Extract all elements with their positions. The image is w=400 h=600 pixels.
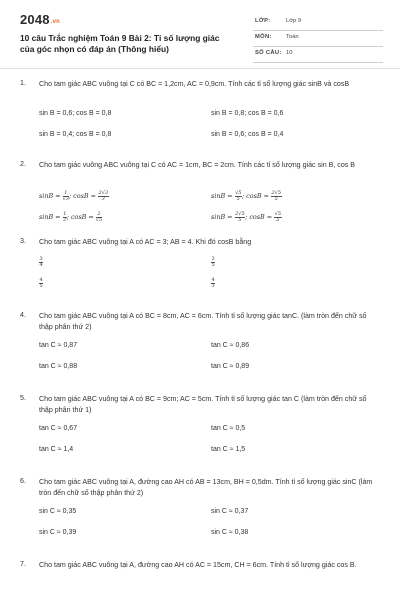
question-text: Cho tam giác ABC vuông tại A có BC = 8cm, AC = 6cm. Tính tỉ số lượng giác tanC. (làm tròn đến chữ số thập phân thứ 2)	[39, 312, 367, 332]
answer-option[interactable]: tan C ≈ 0,5	[211, 425, 246, 432]
meta-key: MÔN:	[255, 34, 272, 40]
math-text: ; cosB =	[68, 192, 96, 200]
answer-option[interactable]: sin C ≈ 0,37	[211, 508, 249, 515]
question	[0, 560, 400, 584]
meta-key: LỚP:	[255, 18, 271, 24]
answer-option[interactable]	[211, 212, 282, 223]
numerator: 1	[63, 211, 67, 217]
answer-option[interactable]	[211, 257, 215, 268]
answer-options	[39, 508, 379, 550]
meta-value: Toán	[286, 34, 299, 40]
fraction	[274, 212, 281, 223]
fraction	[98, 191, 109, 202]
math-text: sinB =	[39, 213, 61, 221]
option-row	[39, 425, 379, 446]
numerator: √5	[274, 211, 282, 217]
option-row	[39, 191, 379, 212]
denominator: 5	[238, 217, 242, 223]
numerator: 3	[39, 256, 43, 262]
question	[0, 237, 400, 301]
question-number: 4.	[20, 311, 26, 319]
answer-option[interactable]: sin C ≈ 0,38	[211, 529, 249, 536]
math-text: sinB =	[211, 192, 233, 200]
fraction	[211, 278, 215, 289]
answer-option[interactable]	[39, 191, 109, 202]
math-text: ; cosB =	[66, 213, 94, 221]
question	[0, 160, 400, 233]
denominator: 5	[274, 196, 278, 202]
denominator: 5	[39, 283, 43, 289]
header-divider	[0, 68, 400, 69]
question-text: Cho tam giác ABC vuông tại A, đường cao AH có AB = 13cm, BH = 0,5dm. Tính tỉ số lượng giác sinC (làm tròn đến chữ số thập phân thứ 2)	[39, 478, 373, 498]
question-text: Cho tam giác vuông ABC vuông tại C có AC = 1cm, BC = 2cm. Tính các tỉ số lượng giác sin B, cos B	[39, 161, 356, 169]
option-row	[39, 131, 379, 152]
answer-option[interactable]: sin C ≈ 0,39	[39, 529, 77, 536]
question	[0, 477, 400, 550]
numerator: 4	[39, 277, 43, 283]
answer-option[interactable]: tan C ≈ 0,86	[211, 342, 250, 349]
question-number: 3.	[20, 237, 26, 245]
numerator: 4	[211, 277, 215, 283]
meta-row-class	[253, 15, 383, 31]
page-title: 10 câu Trắc nghiệm Toán 9 Bài 2: Tỉ số lượng giác của góc nhọn có đáp án (Thông hiểu)	[20, 33, 220, 54]
denominator: 2	[63, 217, 67, 223]
logo-tld: .vn	[50, 19, 61, 25]
answer-option[interactable]	[39, 257, 43, 268]
meta-row-count	[253, 47, 383, 63]
question-number: 6.	[20, 477, 26, 485]
meta-value: 10	[286, 50, 293, 56]
option-row	[39, 278, 379, 299]
denominator: 5	[276, 217, 280, 223]
math-text: sinB =	[211, 213, 233, 221]
numerator: 2√5	[271, 190, 282, 196]
denominator: √5	[95, 217, 103, 223]
option-row	[39, 529, 379, 550]
fraction	[39, 278, 43, 289]
option-row	[39, 110, 379, 131]
numerator: 2√3	[98, 190, 109, 196]
fraction	[235, 191, 242, 202]
answer-option[interactable]	[39, 212, 102, 223]
math-text: ; cosB =	[241, 192, 269, 200]
site-logo[interactable]	[20, 12, 60, 27]
answer-option[interactable]: tan C ≈ 0,67	[39, 425, 78, 432]
question-number: 5.	[20, 394, 26, 402]
numerator: √5	[235, 190, 242, 196]
numerator: 2	[97, 211, 101, 217]
denominator: 4	[39, 262, 43, 268]
meta-row-subject	[253, 31, 383, 47]
answer-option[interactable]: sin B = 0,4; cos B = 0,8	[39, 131, 112, 138]
answer-option[interactable]: tan C ≈ 1,4	[39, 446, 74, 453]
denominator: 5	[211, 262, 215, 268]
answer-option[interactable]: sin C ≈ 0,35	[39, 508, 77, 515]
math-text: sinB =	[39, 192, 61, 200]
answer-options	[39, 191, 379, 233]
answer-option[interactable]: sin B = 0,8; cos B = 0,6	[211, 110, 284, 117]
answer-option[interactable]	[39, 278, 43, 289]
fraction	[271, 191, 282, 202]
answer-options	[39, 257, 379, 301]
meta-value: Lớp 9	[286, 18, 302, 24]
option-row	[39, 446, 379, 467]
fraction	[39, 257, 43, 268]
meta-key: SỐ CÂU:	[255, 50, 282, 56]
fraction	[211, 257, 215, 268]
question	[0, 311, 400, 384]
question-text: Cho tam giác ABC vuông tại C có BC = 1,2cm, AC = 0,9cm. Tính các tỉ số lượng giác sinB và cosB	[39, 80, 350, 88]
numerator: 1	[64, 190, 68, 196]
answer-option[interactable]	[211, 278, 215, 289]
fraction	[96, 212, 102, 223]
option-row	[39, 212, 379, 233]
logo-main: 2048	[20, 12, 50, 27]
fraction	[235, 212, 246, 223]
answer-option[interactable]: tan C ≈ 0,89	[211, 363, 250, 370]
answer-options	[39, 425, 379, 467]
numerator: 3	[211, 256, 215, 262]
question-number: 1.	[20, 79, 26, 87]
question-text: Cho tam giác ABC vuông tại A, đường cao AH có AC = 15cm, CH = 6cm. Tính tỉ số lượng giác cos B.	[39, 561, 357, 569]
option-row	[39, 342, 379, 363]
question-number: 2.	[20, 160, 26, 168]
option-row	[39, 363, 379, 384]
math-text: ; cosB =	[245, 213, 273, 221]
option-row	[39, 257, 379, 278]
denominator: 3	[211, 283, 215, 289]
numerator: 2√5	[235, 211, 245, 217]
question	[0, 394, 400, 467]
page-header	[0, 0, 400, 68]
question-text: Cho tam giác ABC vuông tại A có AC = 3; AB = 4. Khi đó cosB bằng	[39, 238, 252, 246]
denominator: 5	[236, 196, 240, 202]
meta-table	[253, 15, 383, 63]
answer-option[interactable]: sin B = 0,6; cos B = 0,4	[211, 131, 284, 138]
answer-option[interactable]: tan C ≈ 0,87	[39, 342, 78, 349]
question-list	[0, 79, 400, 584]
question-number: 7.	[20, 560, 26, 568]
question-text: Cho tam giác ABC vuông tại A có BC = 9cm; AC = 5cm. Tính tỉ số lượng giác tan C (làm tròn đến chữ số thập phân thứ 1)	[39, 395, 367, 415]
answer-option[interactable]: tan C ≈ 1,5	[211, 446, 246, 453]
answer-option[interactable]: sin B = 0,6; cos B = 0,8	[39, 110, 112, 117]
question	[0, 79, 400, 152]
answer-options	[39, 342, 379, 384]
answer-options	[39, 110, 379, 152]
denominator: 3	[101, 196, 105, 202]
option-row	[39, 508, 379, 529]
answer-option[interactable]	[211, 191, 282, 202]
answer-option[interactable]: tan C ≈ 0,88	[39, 363, 78, 370]
denominator: √3	[62, 196, 69, 202]
